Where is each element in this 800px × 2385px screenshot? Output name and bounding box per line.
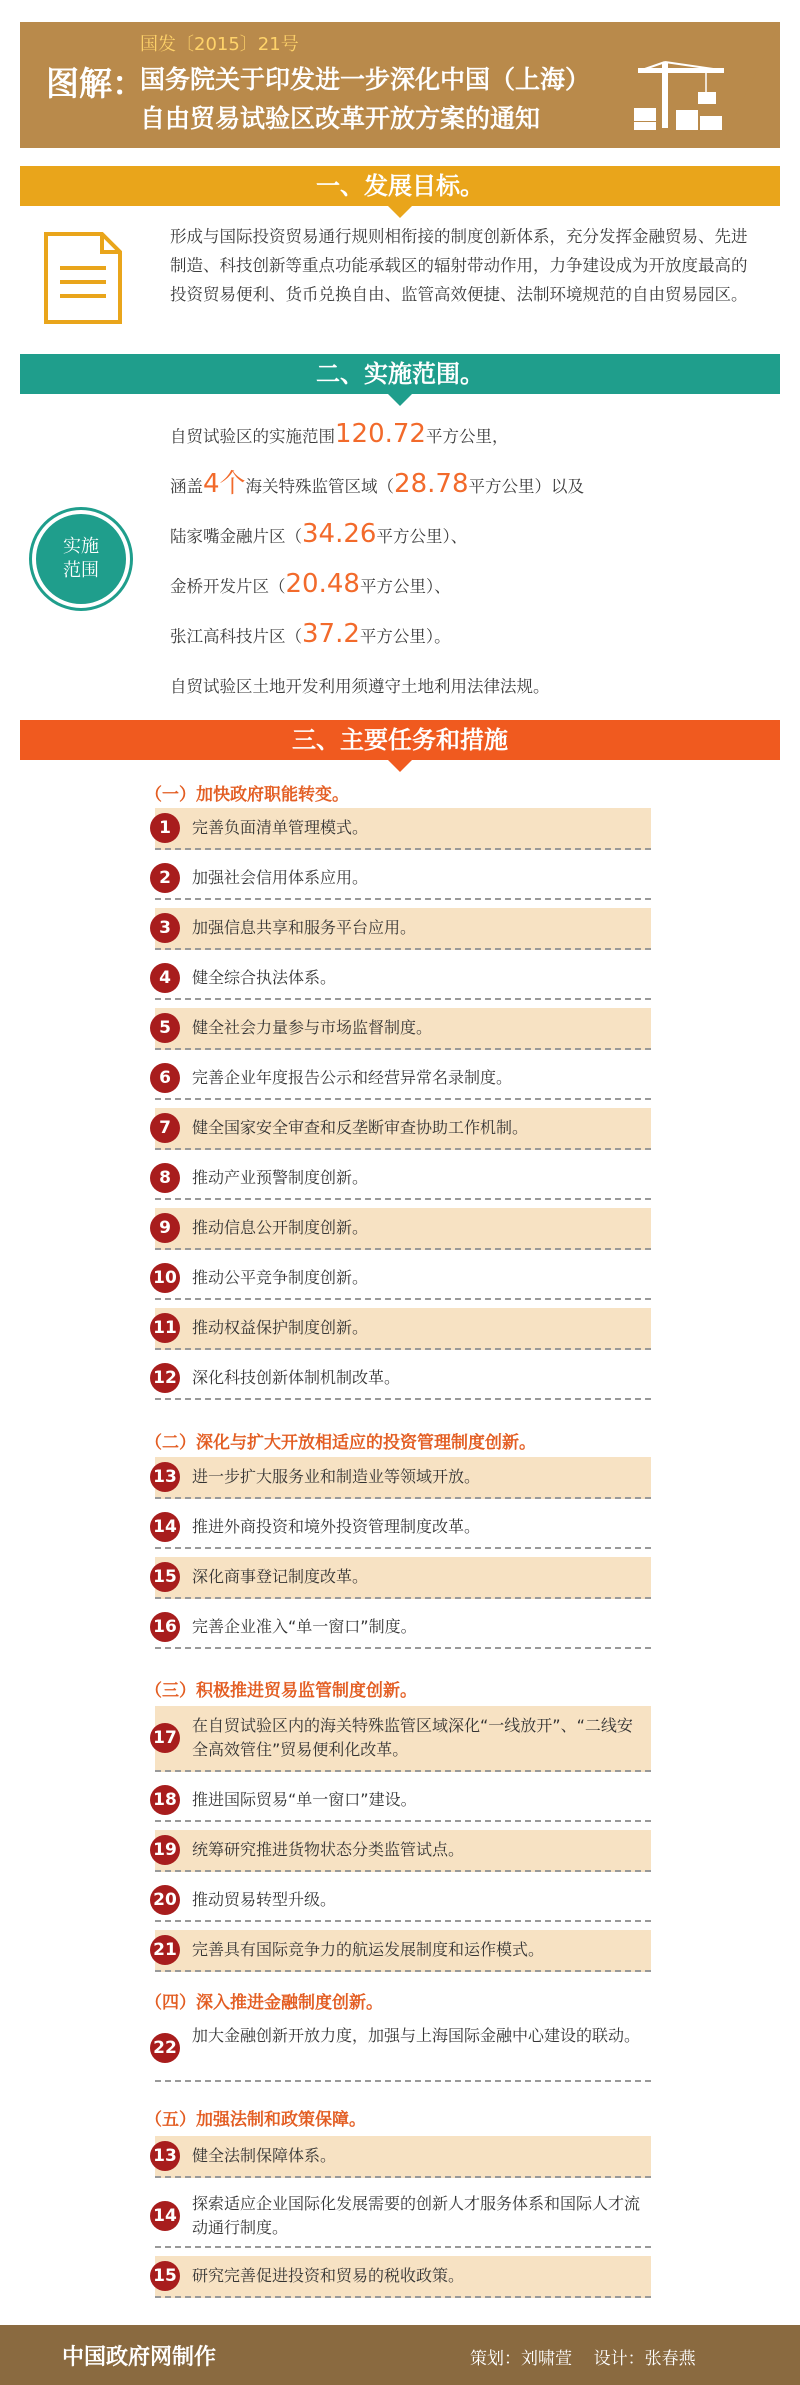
task-item-text: 健全国家安全审查和反垄断审查协助工作机制。 bbox=[192, 1118, 529, 1137]
task-item-text: 深化商事登记制度改革。 bbox=[192, 1567, 369, 1586]
header-banner-tail bbox=[720, 22, 780, 148]
task-item-text: 健全法制保障体系。 bbox=[192, 2146, 337, 2165]
subsection-1-title: （一）加快政府职能转变。 bbox=[145, 785, 349, 805]
task-number-badge: 22 bbox=[150, 2033, 180, 2063]
section1-arrow bbox=[388, 206, 412, 218]
task-number-badge: 5 bbox=[150, 1013, 180, 1043]
task-number-badge: 21 bbox=[150, 1935, 180, 1965]
document-icon bbox=[42, 232, 124, 324]
task-number-badge: 17 bbox=[150, 1723, 180, 1753]
task-number-badge: 18 bbox=[150, 1785, 180, 1815]
page-title-line1: 国务院关于印发进一步深化中国（上海） bbox=[140, 65, 591, 94]
task-number-badge: 8 bbox=[150, 1163, 180, 1193]
scope-badge-label: 实施 范围 bbox=[63, 536, 99, 581]
task-number-badge: 3 bbox=[150, 913, 180, 943]
page-title-line2: 自由贸易试验区改革开放方案的通知 bbox=[140, 104, 541, 133]
footer-credits: 策划：刘啸萱 设计：张春燕 bbox=[470, 2349, 696, 2369]
section2-arrow bbox=[388, 394, 412, 406]
scope-line-3: 陆家嘴金融片区（34.26平方公里）、 bbox=[170, 519, 468, 549]
task-number-badge: 19 bbox=[150, 1835, 180, 1865]
scope-line-6: 自贸试验区土地开发利用须遵守土地利用法律法规。 bbox=[170, 677, 550, 696]
task-item-text: 探索适应企业国际化发展需要的创新人才服务体系和国际人才流动通行制度。 bbox=[192, 2194, 641, 2237]
task-item-text: 在自贸试验区内的海关特殊监管区域深化“一线放开”、“二线安全高效管住”贸易便利化改革。 bbox=[192, 1716, 633, 1759]
task-number-badge: 14 bbox=[150, 2201, 180, 2231]
task-number-badge: 14 bbox=[150, 1512, 180, 1542]
task-number-badge: 7 bbox=[150, 1113, 180, 1143]
task-item-text: 推动权益保护制度创新。 bbox=[192, 1318, 369, 1337]
subsection-5-title: （五）加强法制和政策保障。 bbox=[145, 2110, 366, 2130]
task-item-text: 推动产业预警制度创新。 bbox=[192, 1168, 369, 1187]
task-item-text: 推进外商投资和境外投资管理制度改革。 bbox=[192, 1517, 481, 1536]
task-number-badge: 15 bbox=[150, 1562, 180, 1592]
section3-arrow bbox=[388, 760, 412, 772]
port-crane-icon bbox=[632, 60, 727, 132]
task-item-text: 推动信息公开制度创新。 bbox=[192, 1218, 369, 1237]
task-number-badge: 16 bbox=[150, 1612, 180, 1642]
scope-line-5: 张江高科技片区（37.2平方公里）。 bbox=[170, 619, 451, 649]
scope-line-1: 自贸试验区的实施范围120.72平方公里， bbox=[170, 419, 509, 449]
task-item-text: 加强社会信用体系应用。 bbox=[192, 868, 369, 887]
task-number-badge: 10 bbox=[150, 1263, 180, 1293]
task-number-badge: 2 bbox=[150, 863, 180, 893]
footer-producer: 中国政府网制作 bbox=[62, 2345, 217, 2370]
scope-line-2: 涵盖4个海关特殊监管区域（28.78平方公里）以及 bbox=[170, 469, 584, 499]
task-item-text: 完善企业准入“单一窗口”制度。 bbox=[192, 1617, 417, 1636]
task-number-badge: 12 bbox=[150, 1363, 180, 1393]
task-number-badge: 13 bbox=[150, 2141, 180, 2171]
section3-bar: 三、主要任务和措施 bbox=[20, 720, 780, 760]
task-item-text: 完善具有国际竞争力的航运发展制度和运作模式。 bbox=[192, 1940, 545, 1959]
task-item-text: 统筹研究推进货物状态分类监管试点。 bbox=[192, 1840, 465, 1859]
task-item-text: 推动公平竞争制度创新。 bbox=[192, 1268, 369, 1287]
development-goal-text: 形成与国际投资贸易通行规则相衔接的制度创新体系，充分发挥金融贸易、先进制造、科技创新等重点功能承载区的辐射带动作用，力争建设成为开放度最高的投资贸易便利、货币兑换自由、监管高效便捷、法制环境规范的自由贸易园区。 bbox=[170, 227, 748, 304]
task-item-text: 研究完善促进投资和贸易的税收政策。 bbox=[192, 2266, 465, 2285]
section2-bar: 二、实施范围。 bbox=[20, 354, 780, 394]
task-number-badge: 20 bbox=[150, 1885, 180, 1915]
task-number-badge: 4 bbox=[150, 963, 180, 993]
task-item-text: 完善负面清单管理模式。 bbox=[192, 818, 369, 837]
subsection-4-title: （四）深入推进金融制度创新。 bbox=[145, 1993, 383, 2013]
document-number: 国发〔2015〕21号 bbox=[140, 34, 299, 55]
section1-bar: 一、发展目标。 bbox=[20, 166, 780, 206]
subsection-2-title: （二）深化与扩大开放相适应的投资管理制度创新。 bbox=[145, 1433, 536, 1453]
task-item-text: 推进国际贸易“单一窗口”建设。 bbox=[192, 1790, 417, 1809]
task-number-badge: 15 bbox=[150, 2261, 180, 2291]
subsection-3-title: （三）积极推进贸易监管制度创新。 bbox=[145, 1681, 417, 1701]
task-number-badge: 9 bbox=[150, 1213, 180, 1243]
scope-line-4: 金桥开发片区（20.48平方公里）、 bbox=[170, 569, 451, 599]
task-number-badge: 13 bbox=[150, 1462, 180, 1492]
task-number-badge: 11 bbox=[150, 1313, 180, 1343]
task-item-text: 进一步扩大服务业和制造业等领域开放。 bbox=[192, 1467, 481, 1486]
task-number-badge: 1 bbox=[150, 813, 180, 843]
task-item-text: 健全社会力量参与市场监督制度。 bbox=[192, 1018, 433, 1037]
task-item-text: 深化科技创新体制机制改革。 bbox=[192, 1368, 401, 1387]
task-number-badge: 6 bbox=[150, 1063, 180, 1093]
task-item-text: 加强信息共享和服务平台应用。 bbox=[192, 918, 417, 937]
task-item-text: 加大金融创新开放力度，加强与上海国际金融中心建设的联动。 bbox=[192, 2026, 641, 2045]
tujie-label: 图解： bbox=[46, 64, 145, 103]
task-item-text: 完善企业年度报告公示和经营异常名录制度。 bbox=[192, 1068, 513, 1087]
task-item-text: 推动贸易转型升级。 bbox=[192, 1890, 337, 1909]
task-item-text: 健全综合执法体系。 bbox=[192, 968, 337, 987]
